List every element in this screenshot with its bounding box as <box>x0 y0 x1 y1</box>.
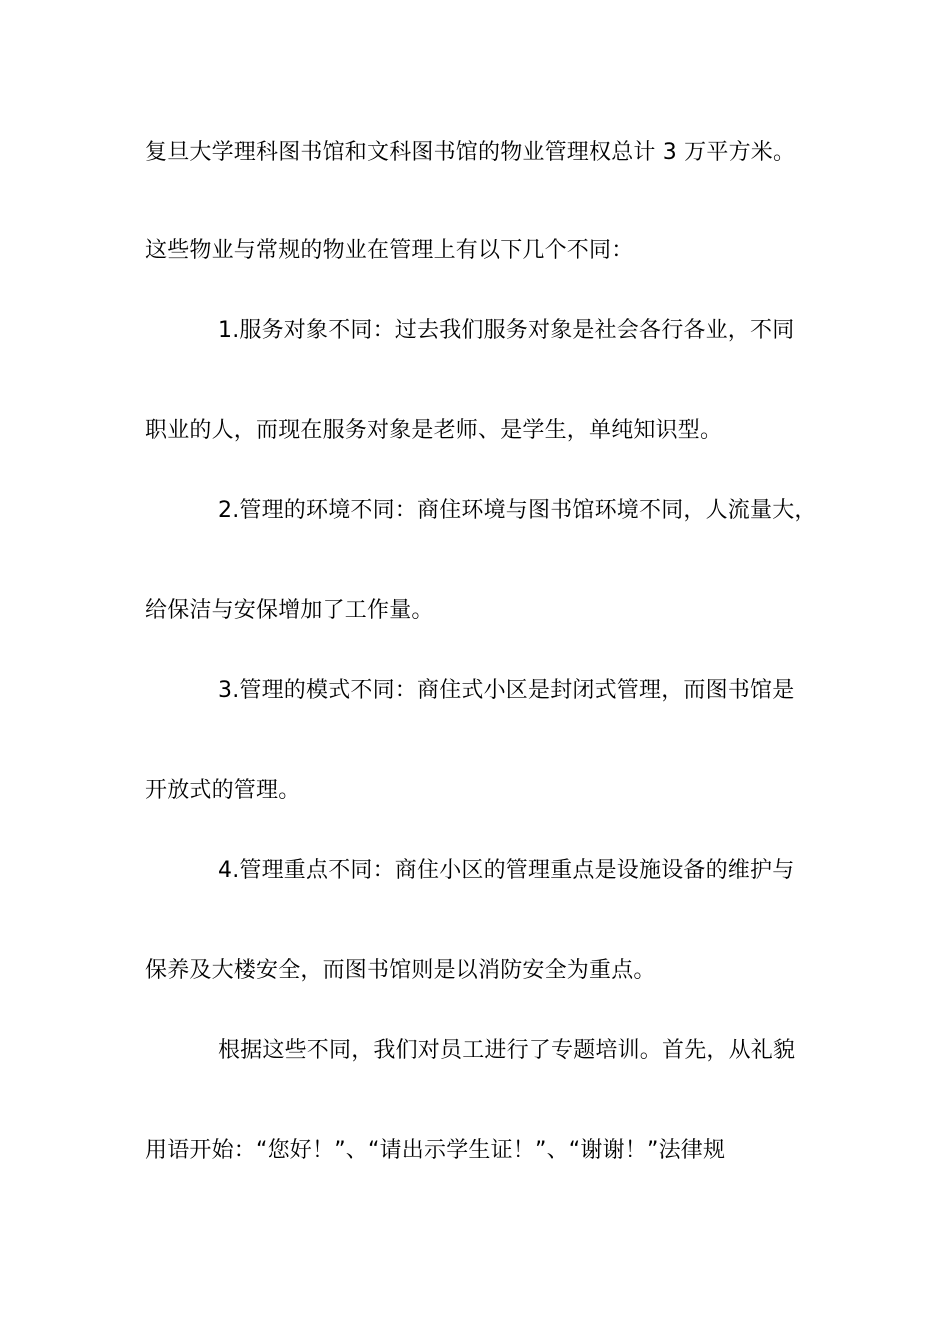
text-line: 用语开始：“您好！”、“请出示学生证！”、“谢谢！”法律规 <box>145 1138 726 1163</box>
text-line: 保养及大楼安全，而图书馆则是以消防安全为重点。 <box>145 958 656 983</box>
text-line: 1.服务对象不同：过去我们服务对象是社会各行各业，不同 <box>218 318 795 343</box>
text-line: 根据这些不同，我们对员工进行了专题培训。首先，从礼貌 <box>218 1038 796 1063</box>
text-line: 职业的人，而现在服务对象是老师、是学生，单纯知识型。 <box>145 418 723 443</box>
text-line: 4.管理重点不同：商住小区的管理重点是设施设备的维护与 <box>218 858 795 883</box>
text-line: 3.管理的模式不同：商住式小区是封闭式管理，而图书馆是 <box>218 678 795 703</box>
text-line: 2.管理的环境不同：商住环境与图书馆环境不同，人流量大， <box>218 498 817 523</box>
text-line: 复旦大学理科图书馆和文科图书馆的物业管理权总计 3 万平方米。 <box>145 140 796 165</box>
text-line: 这些物业与常规的物业在管理上有以下几个不同： <box>145 238 634 263</box>
text-line: 开放式的管理。 <box>145 778 301 803</box>
text-line: 给保洁与安保增加了工作量。 <box>145 598 434 623</box>
